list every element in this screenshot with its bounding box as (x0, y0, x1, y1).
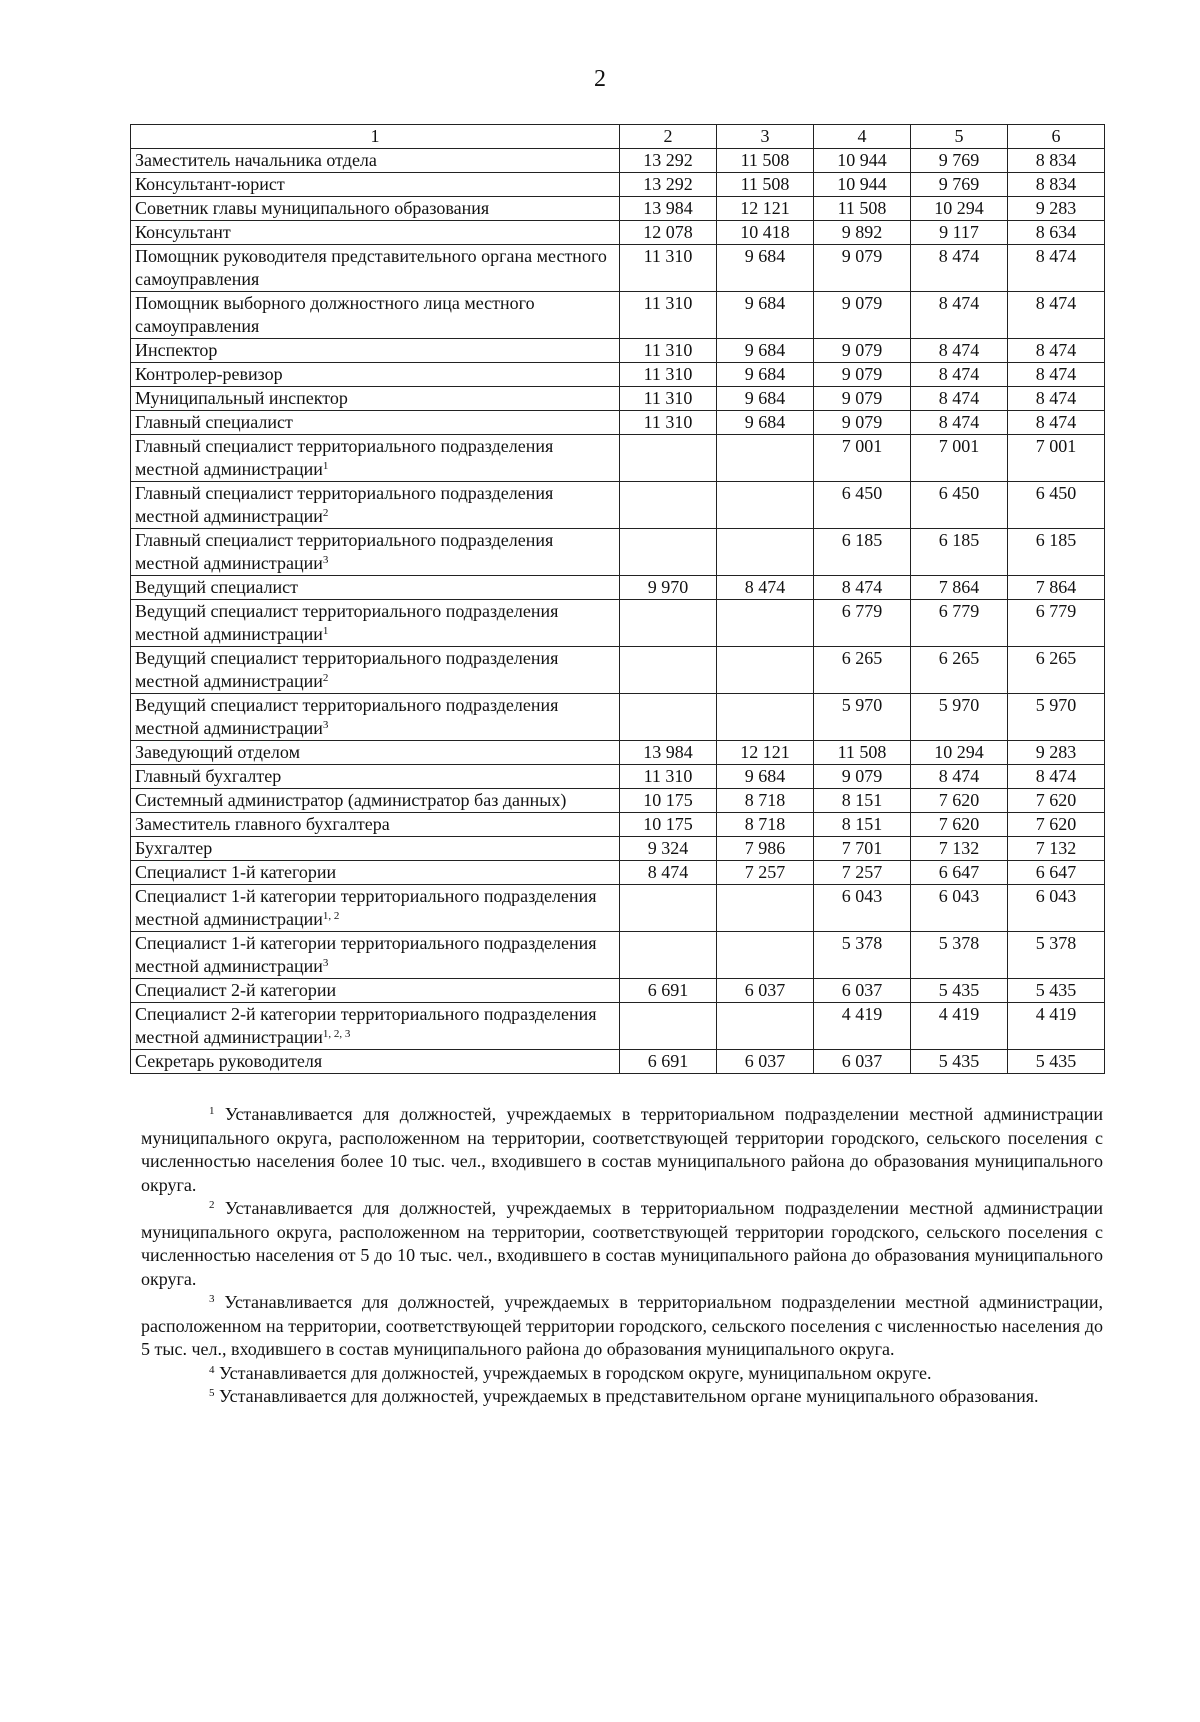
column-header-6: 6 (1008, 125, 1105, 149)
salary-value-col-3: 6 037 (717, 979, 814, 1003)
salary-value-col-5: 8 474 (911, 765, 1008, 789)
salary-value-col-4: 6 185 (814, 529, 911, 576)
table-row (131, 149, 1105, 173)
page-number: 2 (594, 66, 606, 92)
salary-value-col-3: 9 684 (717, 387, 814, 411)
salary-value-col-6: 6 779 (1008, 600, 1105, 647)
salary-value-col-5: 8 474 (911, 387, 1008, 411)
table-row (131, 339, 1105, 363)
salary-value-col-6: 6 265 (1008, 647, 1105, 694)
position-name: Заведующий отделом (135, 742, 300, 762)
salary-value-col-5: 7 132 (911, 837, 1008, 861)
salary-value-col-3: 11 508 (717, 173, 814, 197)
footnote-1 (141, 1103, 1103, 1197)
position-name: Бухгалтер (135, 838, 213, 858)
position-name: Специалист 1-й категории территориального подразделения местной администрации (135, 933, 597, 976)
salary-value-col-5: 8 474 (911, 292, 1008, 339)
salary-value-col-2 (620, 932, 717, 979)
salary-value-col-2 (620, 694, 717, 741)
table-row (131, 647, 1105, 694)
salary-value-col-3 (717, 1003, 814, 1050)
salary-value-col-6: 5 970 (1008, 694, 1105, 741)
salary-value-col-3: 9 684 (717, 363, 814, 387)
position-name: Заместитель главного бухгалтера (135, 814, 390, 834)
position-name: Специалист 2-й категории (135, 980, 337, 1000)
salary-value-col-3: 11 508 (717, 149, 814, 173)
salary-value-col-4: 9 079 (814, 363, 911, 387)
salary-value-col-6: 8 834 (1008, 173, 1105, 197)
position-name: Консультант-юрист (135, 174, 285, 194)
position-name: Специалист 2-й категории территориального подразделения местной администрации (135, 1004, 597, 1047)
position-name: Специалист 1-й категории территориального подразделения местной администрации (135, 886, 597, 929)
salary-value-col-4: 9 079 (814, 245, 911, 292)
footnote-reference: 1 (322, 460, 329, 472)
salary-value-col-2: 11 310 (620, 339, 717, 363)
salary-value-col-2 (620, 1003, 717, 1050)
salary-value-col-6: 9 283 (1008, 741, 1105, 765)
position-name: Помощник руководителя представительного органа местного самоуправления (135, 246, 607, 289)
footnote-3 (141, 1291, 1103, 1362)
salary-value-col-5: 10 294 (911, 741, 1008, 765)
table-row (131, 173, 1105, 197)
position-name-cell (131, 932, 620, 979)
salary-value-col-5: 7 620 (911, 813, 1008, 837)
footnote-mark: 4 (209, 1363, 215, 1376)
position-name: Главный специалист территориального подразделения местной администрации (135, 436, 554, 479)
salary-value-col-3: 12 121 (717, 197, 814, 221)
footnote-2 (141, 1197, 1103, 1291)
position-name: Главный бухгалтер (135, 766, 282, 786)
salary-value-col-4: 6 043 (814, 885, 911, 932)
position-name-cell (131, 245, 620, 292)
position-name-cell (131, 435, 620, 482)
salary-value-col-3 (717, 932, 814, 979)
salary-value-col-4: 6 037 (814, 1050, 911, 1074)
salary-value-col-2: 13 984 (620, 741, 717, 765)
position-name-cell (131, 765, 620, 789)
footnote-reference: 1 (322, 625, 329, 637)
table-header-row (131, 125, 1105, 149)
position-name: Контролер-ревизор (135, 364, 283, 384)
salary-value-col-3: 8 718 (717, 813, 814, 837)
position-name: Секретарь руководителя (135, 1051, 323, 1071)
position-name-cell (131, 1003, 620, 1050)
salary-value-col-5: 8 474 (911, 363, 1008, 387)
salary-value-col-2: 11 310 (620, 292, 717, 339)
position-name: Специалист 1-й категории (135, 862, 337, 882)
salary-value-col-4: 5 378 (814, 932, 911, 979)
salary-value-col-2 (620, 885, 717, 932)
salary-value-col-3: 9 684 (717, 765, 814, 789)
salary-value-col-4: 4 419 (814, 1003, 911, 1050)
footnote-text: Устанавливается для должностей, учреждаемых в городском округе, муниципальном округе. (219, 1362, 932, 1383)
position-name-cell (131, 1050, 620, 1074)
salary-value-col-3 (717, 529, 814, 576)
salary-value-col-6: 8 474 (1008, 765, 1105, 789)
salary-value-col-4: 6 037 (814, 979, 911, 1003)
salary-value-col-3 (717, 694, 814, 741)
footnote-5 (141, 1385, 1103, 1409)
salary-value-col-5: 8 474 (911, 245, 1008, 292)
position-name-cell (131, 197, 620, 221)
position-name-cell (131, 149, 620, 173)
salary-value-col-2: 11 310 (620, 411, 717, 435)
salary-value-col-6: 8 474 (1008, 411, 1105, 435)
salary-value-col-3: 6 037 (717, 1050, 814, 1074)
table-row (131, 861, 1105, 885)
salary-table (130, 124, 1105, 1074)
footnote-reference: 3 (322, 957, 329, 969)
salary-value-col-5: 6 647 (911, 861, 1008, 885)
table-row (131, 529, 1105, 576)
salary-value-col-2: 10 175 (620, 789, 717, 813)
position-name-cell (131, 482, 620, 529)
salary-value-col-2: 13 984 (620, 197, 717, 221)
salary-value-col-6: 7 864 (1008, 576, 1105, 600)
salary-value-col-6: 5 435 (1008, 1050, 1105, 1074)
salary-value-col-6: 6 043 (1008, 885, 1105, 932)
position-name-cell (131, 694, 620, 741)
position-name: Главный специалист территориального подразделения местной администрации (135, 483, 554, 526)
footnote-text: Устанавливается для должностей, учреждаемых в территориальном подразделении местной администрации муниципального округа, расположенном на территории, соответствующей территории городского, сельского поселения с численностью населения более 10 тыс. чел., входившего в состав муниципального района до образования муниципального округа. (141, 1104, 1104, 1195)
table-row (131, 245, 1105, 292)
salary-value-col-3: 12 121 (717, 741, 814, 765)
salary-value-col-6: 8 634 (1008, 221, 1105, 245)
salary-value-col-3 (717, 647, 814, 694)
table-row (131, 694, 1105, 741)
salary-value-col-3: 9 684 (717, 292, 814, 339)
salary-value-col-4: 9 079 (814, 292, 911, 339)
salary-value-col-3 (717, 600, 814, 647)
salary-value-col-2: 11 310 (620, 363, 717, 387)
salary-value-col-3: 9 684 (717, 339, 814, 363)
salary-value-col-6: 8 474 (1008, 245, 1105, 292)
salary-value-col-4: 6 779 (814, 600, 911, 647)
position-name: Ведущий специалист территориального подразделения местной администрации (135, 648, 559, 691)
position-name-cell (131, 861, 620, 885)
salary-value-col-6: 6 185 (1008, 529, 1105, 576)
table-body (131, 149, 1105, 1074)
salary-value-col-4: 6 450 (814, 482, 911, 529)
position-name-cell (131, 813, 620, 837)
position-name-cell (131, 789, 620, 813)
salary-value-col-5: 6 450 (911, 482, 1008, 529)
salary-value-col-2 (620, 529, 717, 576)
table-row (131, 813, 1105, 837)
position-name: Муниципальный инспектор (135, 388, 348, 408)
salary-value-col-4: 11 508 (814, 197, 911, 221)
salary-value-col-6: 7 001 (1008, 435, 1105, 482)
position-name-cell (131, 600, 620, 647)
salary-value-col-6: 9 283 (1008, 197, 1105, 221)
salary-value-col-2: 13 292 (620, 173, 717, 197)
table-row (131, 932, 1105, 979)
table-row (131, 789, 1105, 813)
salary-value-col-3: 10 418 (717, 221, 814, 245)
salary-value-col-6: 8 474 (1008, 363, 1105, 387)
position-name: Ведущий специалист территориального подразделения местной администрации (135, 601, 559, 644)
salary-value-col-5: 10 294 (911, 197, 1008, 221)
salary-value-col-4: 7 001 (814, 435, 911, 482)
salary-value-col-3 (717, 885, 814, 932)
footnote-mark: 3 (209, 1293, 215, 1305)
salary-value-col-4: 9 079 (814, 765, 911, 789)
salary-value-col-5: 5 378 (911, 932, 1008, 979)
position-name: Ведущий специалист (135, 577, 299, 597)
salary-value-col-6: 5 435 (1008, 979, 1105, 1003)
salary-value-col-5: 5 435 (911, 979, 1008, 1003)
salary-value-col-6: 8 474 (1008, 339, 1105, 363)
position-name: Системный администратор (администратор баз данных) (135, 790, 567, 810)
salary-value-col-6: 6 647 (1008, 861, 1105, 885)
salary-value-col-2: 8 474 (620, 861, 717, 885)
salary-value-col-4: 6 265 (814, 647, 911, 694)
footnote-text: Устанавливается для должностей, учреждаемых в территориальном подразделении местной администрации, расположенном на территории, соответствующей территории городского, сельского поселения с численностью населения до 5 тыс. чел., входившего в состав муниципального района до образования муниципального округа. (141, 1292, 1104, 1359)
salary-value-col-5: 7 620 (911, 789, 1008, 813)
salary-value-col-4: 8 151 (814, 813, 911, 837)
salary-value-col-4: 9 892 (814, 221, 911, 245)
salary-value-col-5: 6 265 (911, 647, 1008, 694)
salary-value-col-6: 5 378 (1008, 932, 1105, 979)
position-name-cell (131, 292, 620, 339)
salary-value-col-6: 7 620 (1008, 813, 1105, 837)
position-name: Заместитель начальника отдела (135, 150, 377, 170)
salary-value-col-4: 8 474 (814, 576, 911, 600)
salary-value-col-4: 9 079 (814, 387, 911, 411)
salary-value-col-6: 6 450 (1008, 482, 1105, 529)
salary-value-col-5: 8 474 (911, 411, 1008, 435)
footnote-reference: 2 (322, 507, 329, 519)
position-name-cell (131, 411, 620, 435)
salary-value-col-5: 4 419 (911, 1003, 1008, 1050)
column-header-3: 3 (717, 125, 814, 149)
column-header-1: 1 (131, 125, 620, 149)
salary-value-col-6: 8 474 (1008, 387, 1105, 411)
footnote-mark: 2 (209, 1199, 215, 1211)
salary-value-col-5: 9 769 (911, 173, 1008, 197)
table-row (131, 979, 1105, 1003)
salary-value-col-4: 5 970 (814, 694, 911, 741)
salary-value-col-6: 4 419 (1008, 1003, 1105, 1050)
position-name-cell (131, 339, 620, 363)
salary-value-col-3: 7 986 (717, 837, 814, 861)
salary-value-col-3: 9 684 (717, 411, 814, 435)
salary-value-col-2: 11 310 (620, 245, 717, 292)
footnote-text: Устанавливается для должностей, учреждаемых в территориальном подразделении местной администрации муниципального округа, расположенном на территории, соответствующей территории городского, сельского поселения с численностью населения от 5 до 10 тыс. чел., входившего в состав муниципального района до образования муниципального округа. (141, 1198, 1104, 1289)
footnote-reference: 1, 2, 3 (322, 1028, 351, 1040)
salary-value-col-5: 6 043 (911, 885, 1008, 932)
table-row (131, 741, 1105, 765)
table-row (131, 600, 1105, 647)
salary-value-col-3 (717, 435, 814, 482)
salary-value-col-5: 6 185 (911, 529, 1008, 576)
position-name-cell (131, 979, 620, 1003)
salary-value-col-6: 7 620 (1008, 789, 1105, 813)
salary-value-col-6: 7 132 (1008, 837, 1105, 861)
salary-value-col-3: 8 718 (717, 789, 814, 813)
position-name-cell (131, 741, 620, 765)
table-row (131, 292, 1105, 339)
table-row (131, 411, 1105, 435)
salary-value-col-4: 9 079 (814, 339, 911, 363)
table-row (131, 482, 1105, 529)
position-name-cell (131, 363, 620, 387)
column-header-4: 4 (814, 125, 911, 149)
table-row (131, 197, 1105, 221)
table-row (131, 1050, 1105, 1074)
position-name: Помощник выборного должностного лица местного самоуправления (135, 293, 535, 336)
table-row (131, 363, 1105, 387)
salary-value-col-2: 10 175 (620, 813, 717, 837)
footnote-reference: 1, 2 (322, 910, 340, 922)
position-name-cell (131, 647, 620, 694)
salary-value-col-2 (620, 647, 717, 694)
position-name-cell (131, 529, 620, 576)
position-name: Главный специалист территориального подразделения местной администрации (135, 530, 554, 573)
salary-value-col-5: 8 474 (911, 339, 1008, 363)
footnote-mark: 5 (209, 1387, 215, 1399)
table-row (131, 885, 1105, 932)
salary-value-col-2: 11 310 (620, 387, 717, 411)
salary-value-col-4: 7 257 (814, 861, 911, 885)
salary-value-col-6: 8 474 (1008, 292, 1105, 339)
salary-value-col-2 (620, 600, 717, 647)
salary-value-col-4: 10 944 (814, 173, 911, 197)
salary-value-col-2: 12 078 (620, 221, 717, 245)
table-row (131, 576, 1105, 600)
salary-value-col-2: 9 324 (620, 837, 717, 861)
position-name: Инспектор (135, 340, 218, 360)
position-name-cell (131, 173, 620, 197)
salary-value-col-4: 8 151 (814, 789, 911, 813)
salary-value-col-5: 5 435 (911, 1050, 1008, 1074)
footnote-text: Устанавливается для должностей, учреждаемых в представительном органе муниципального образования. (219, 1386, 1039, 1406)
salary-value-col-4: 9 079 (814, 411, 911, 435)
salary-value-col-2 (620, 482, 717, 529)
column-header-5: 5 (911, 125, 1008, 149)
salary-value-col-3: 9 684 (717, 245, 814, 292)
footnote-reference: 2 (322, 672, 329, 684)
position-name-cell (131, 885, 620, 932)
salary-value-col-2 (620, 435, 717, 482)
salary-value-col-6: 8 834 (1008, 149, 1105, 173)
table-row (131, 1003, 1105, 1050)
position-name: Главный специалист (135, 412, 293, 432)
salary-value-col-4: 11 508 (814, 741, 911, 765)
position-name-cell (131, 576, 620, 600)
salary-value-col-3: 8 474 (717, 576, 814, 600)
footnotes (141, 1103, 1103, 1409)
table-row (131, 837, 1105, 861)
salary-value-col-5: 7 001 (911, 435, 1008, 482)
table-row (131, 387, 1105, 411)
position-name: Консультант (135, 222, 231, 242)
footnote-reference: 3 (322, 554, 329, 566)
salary-value-col-5: 9 117 (911, 221, 1008, 245)
table-row (131, 435, 1105, 482)
position-name-cell (131, 837, 620, 861)
table-row (131, 765, 1105, 789)
salary-value-col-2: 6 691 (620, 979, 717, 1003)
salary-value-col-5: 5 970 (911, 694, 1008, 741)
position-name-cell (131, 221, 620, 245)
salary-value-col-3 (717, 482, 814, 529)
footnote-mark: 1 (209, 1105, 215, 1117)
salary-value-col-5: 6 779 (911, 600, 1008, 647)
salary-value-col-2: 13 292 (620, 149, 717, 173)
position-name-cell (131, 387, 620, 411)
footnote-4 (141, 1362, 1103, 1386)
salary-value-col-2: 9 970 (620, 576, 717, 600)
salary-value-col-4: 7 701 (814, 837, 911, 861)
salary-value-col-4: 10 944 (814, 149, 911, 173)
salary-value-col-2: 6 691 (620, 1050, 717, 1074)
position-name: Советник главы муниципального образования (135, 198, 490, 218)
footnote-reference: 3 (322, 719, 329, 731)
column-header-2: 2 (620, 125, 717, 149)
salary-value-col-3: 7 257 (717, 861, 814, 885)
salary-value-col-5: 9 769 (911, 149, 1008, 173)
salary-value-col-2: 11 310 (620, 765, 717, 789)
salary-value-col-5: 7 864 (911, 576, 1008, 600)
table-row (131, 221, 1105, 245)
position-name: Ведущий специалист территориального подразделения местной администрации (135, 695, 559, 738)
